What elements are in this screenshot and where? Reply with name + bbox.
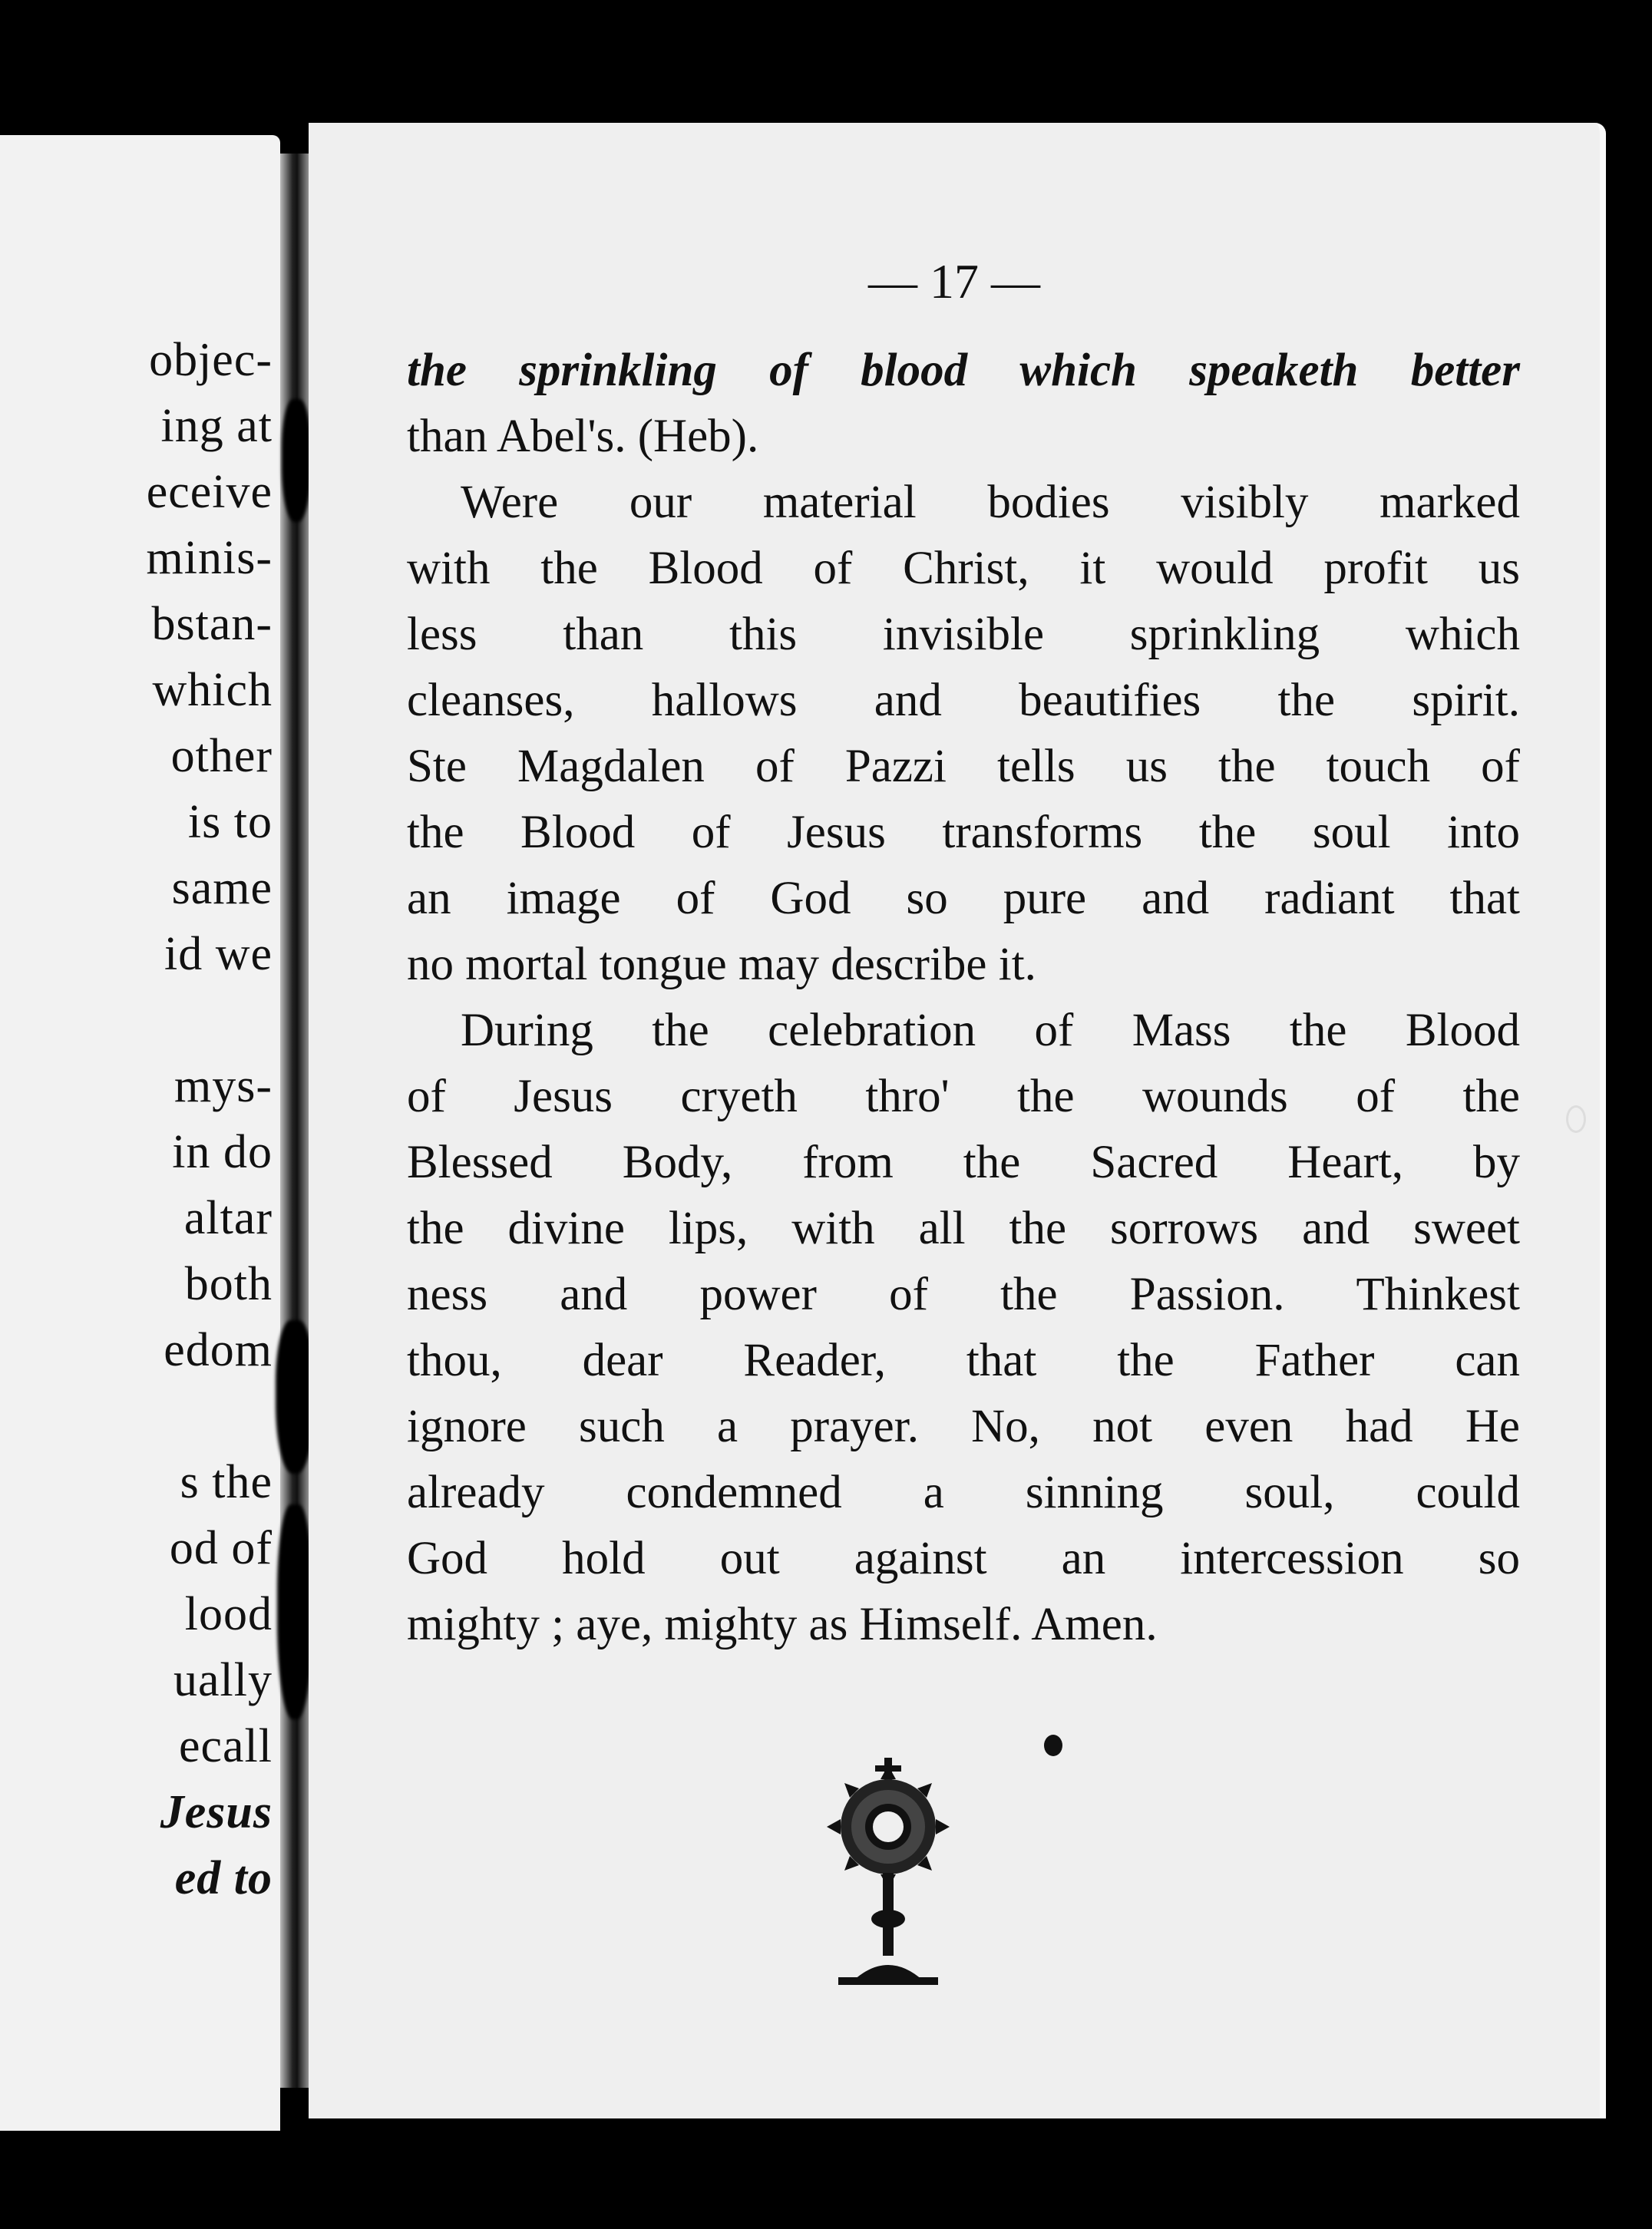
- page-number: — 17 —: [868, 254, 1040, 309]
- left-page-line: which: [152, 664, 273, 716]
- left-page-line: id we: [164, 928, 273, 980]
- left-page-line: mys-: [174, 1060, 273, 1112]
- text-line: Ste Magdalen of Pazzi tells us the touch of: [407, 741, 1520, 792]
- page-edge-mark: [1566, 1105, 1586, 1133]
- left-page-line: minis-: [146, 532, 273, 584]
- text-line: cleanses, hallows and beautifies the spirit.: [407, 675, 1520, 726]
- left-page-line: in do: [172, 1126, 273, 1178]
- left-page-line: altar: [183, 1192, 273, 1244]
- text-line: less than this invisible sprinkling which: [407, 609, 1520, 660]
- left-page-line: lood: [184, 1588, 273, 1640]
- text-line: with the Blood of Christ, it would profit us: [407, 543, 1520, 594]
- text-line: than Abel's. (Heb).: [407, 411, 759, 462]
- book-gutter: [280, 154, 311, 2088]
- text-line: an image of God so pure and radiant that: [407, 873, 1520, 924]
- left-page-line: od of: [169, 1522, 273, 1574]
- text-line: already condemned a sinning soul, could: [407, 1467, 1520, 1518]
- text-line: thou, dear Reader, that the Father can: [407, 1335, 1520, 1386]
- left-page-line: objec-: [149, 334, 273, 386]
- monstrance-icon: [815, 1758, 961, 1988]
- left-page-line: is to: [187, 796, 273, 848]
- ink-speck: [1044, 1735, 1062, 1756]
- left-page-line: Jesus: [160, 1786, 273, 1838]
- left-page-line: ecall: [178, 1720, 273, 1772]
- text-line: ness and power of the Passion. Thinkest: [407, 1269, 1520, 1320]
- left-page-line: bstan-: [151, 598, 273, 650]
- text-line: ignore such a prayer. No, not even had He: [407, 1401, 1520, 1452]
- text-line: no mortal tongue may describe it.: [407, 939, 1036, 990]
- text-line: God hold out against an intercession so: [407, 1533, 1520, 1584]
- right-page: [309, 123, 1606, 2118]
- left-page-line: s the: [180, 1456, 273, 1508]
- text-line: the Blood of Jesus transforms the soul into: [407, 807, 1520, 858]
- text-line: Blessed Body, from the Sacred Heart, by: [407, 1137, 1520, 1188]
- left-page-line: other: [170, 730, 273, 782]
- left-page-line: edom: [164, 1324, 273, 1376]
- body-text: [407, 338, 1520, 1658]
- text-line: of Jesus cryeth thro' the wounds of the: [407, 1071, 1520, 1122]
- text-line: Were our material bodies visibly marked: [461, 477, 1520, 528]
- left-page-line: ed to: [174, 1852, 273, 1904]
- text-line: During the celebration of Mass the Blood: [461, 1005, 1520, 1056]
- ink-blot: [277, 1504, 312, 1719]
- left-page-line: eceive: [146, 466, 273, 518]
- left-page-line: ually: [173, 1654, 273, 1706]
- left-page-line: both: [184, 1258, 273, 1310]
- text-line: the divine lips, with all the sorrows and sweet: [407, 1203, 1520, 1254]
- left-page: [0, 135, 280, 2131]
- ink-blot: [282, 399, 311, 522]
- left-page-line: ing at: [160, 400, 273, 452]
- left-page-line: same: [171, 862, 273, 914]
- text-line: the sprinkling of blood which speaketh better: [407, 345, 1520, 396]
- text-line: mighty ; aye, mighty as Himself. Amen.: [407, 1599, 1158, 1650]
